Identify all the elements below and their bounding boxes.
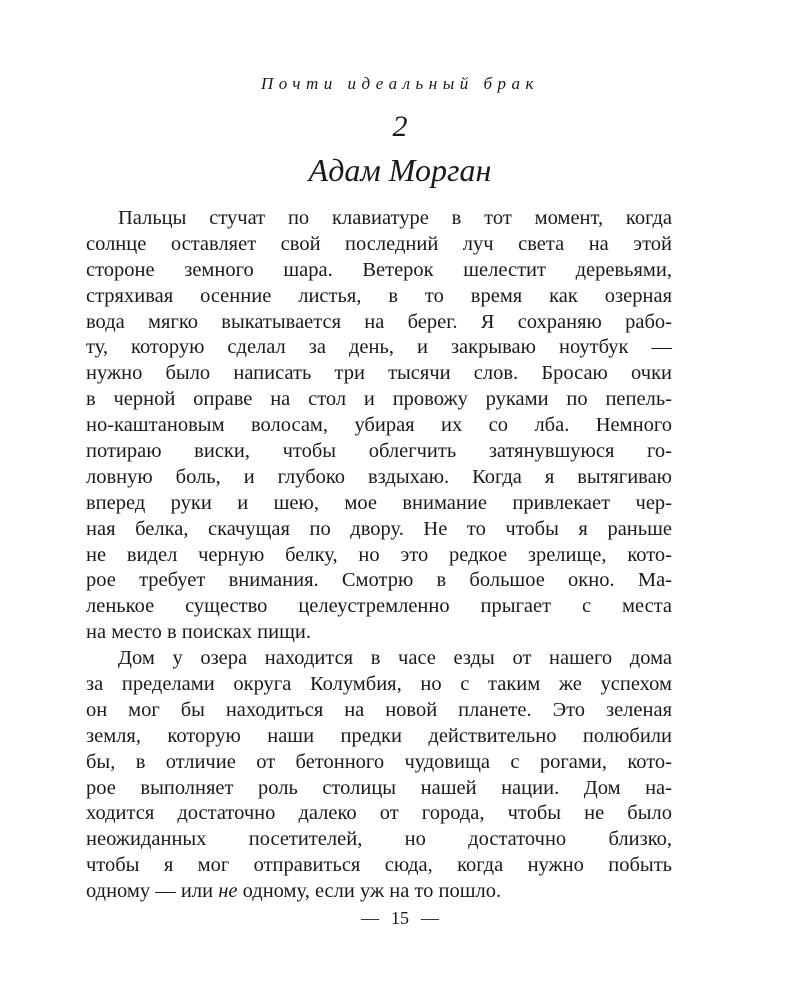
paragraph — [86, 206, 672, 646]
chapter-title: Адам Морган — [308, 152, 492, 188]
text-line: ходится достаточно далеко от города, чтобы не было — [86, 802, 672, 825]
chapter-number: 2 — [392, 110, 408, 143]
page-footer — [0, 908, 800, 929]
text-line: рое требует внимания. Смотрю в большое окно. Ма- — [86, 569, 672, 592]
text-line: рое выполняет роль столицы нашей нации. Дом на- — [86, 776, 672, 799]
text-line: ту, которую сделал за день, и закрываю ноутбук — — [86, 336, 672, 359]
text-line: потираю виски, чтобы облегчить затянувшуюся го- — [86, 440, 672, 463]
text-line: стороне земного шара. Ветерок шелестит деревьями, — [86, 258, 672, 281]
text-line: Пальцы стучат по клавиатуре в тот момент, когда — [118, 207, 672, 229]
text-line: ная белка, скачущая по двору. Не то чтобы я раньше — [86, 517, 672, 540]
text-line: бы, в отличие от бетонного чудовища с рогами, кото- — [86, 750, 672, 773]
text-line: вперед руки и шею, мое внимание привлекает чер- — [86, 491, 672, 514]
running-head: Почти идеальный брак — [261, 74, 539, 93]
text-run: одному — или — [86, 880, 219, 903]
folio-dash-left: — — [361, 908, 379, 928]
text-line: солнце оставляет свой последний луч света на этой — [86, 232, 672, 255]
body-text — [86, 206, 672, 905]
paragraph — [86, 646, 672, 905]
text-run: одному, если уж на то пошло. — [237, 880, 502, 903]
text-line: на место в поисках пищи. — [86, 621, 311, 644]
text-line: чтобы я мог отправиться сюда, когда нужно побыть — [86, 854, 672, 877]
text-line: нужно было написать три тысячи слов. Бросаю очки — [86, 362, 672, 385]
text-line: в черной оправе на стол и провожу руками по пепель- — [86, 388, 672, 411]
emphasis-text: не — [218, 880, 238, 903]
page-number: 15 — [391, 908, 409, 928]
text-line: Дом у озера находится в часе езды от нашего дома — [118, 647, 672, 670]
text-line: неожиданных посетителей, но достаточно близко, — [86, 828, 672, 851]
text-line: за пределами округа Колумбия, но с таким же успехом — [86, 673, 672, 696]
folio-dash-right: — — [421, 908, 439, 928]
text-line: земля, которую наши предки действительно полюбили — [86, 724, 672, 747]
text-line: вода мягко выкатывается на берег. Я сохраняю рабо- — [86, 310, 672, 333]
text-line: ленькое существо целеустремленно прыгает с места — [86, 595, 672, 618]
text-line: но-каштановым волосам, убирая их со лба. Немного — [86, 414, 672, 437]
text-line: не видел черную белку, но это редкое зрелище, кото- — [86, 543, 672, 566]
text-line — [86, 879, 672, 905]
text-line: он мог бы находиться на новой планете. Это зеленая — [86, 698, 672, 721]
text-line: ловную боль, и глубоко вздыхаю. Когда я вытягиваю — [86, 465, 672, 488]
text-line: стряхивая осенние листья, в то время как озерная — [86, 284, 672, 307]
